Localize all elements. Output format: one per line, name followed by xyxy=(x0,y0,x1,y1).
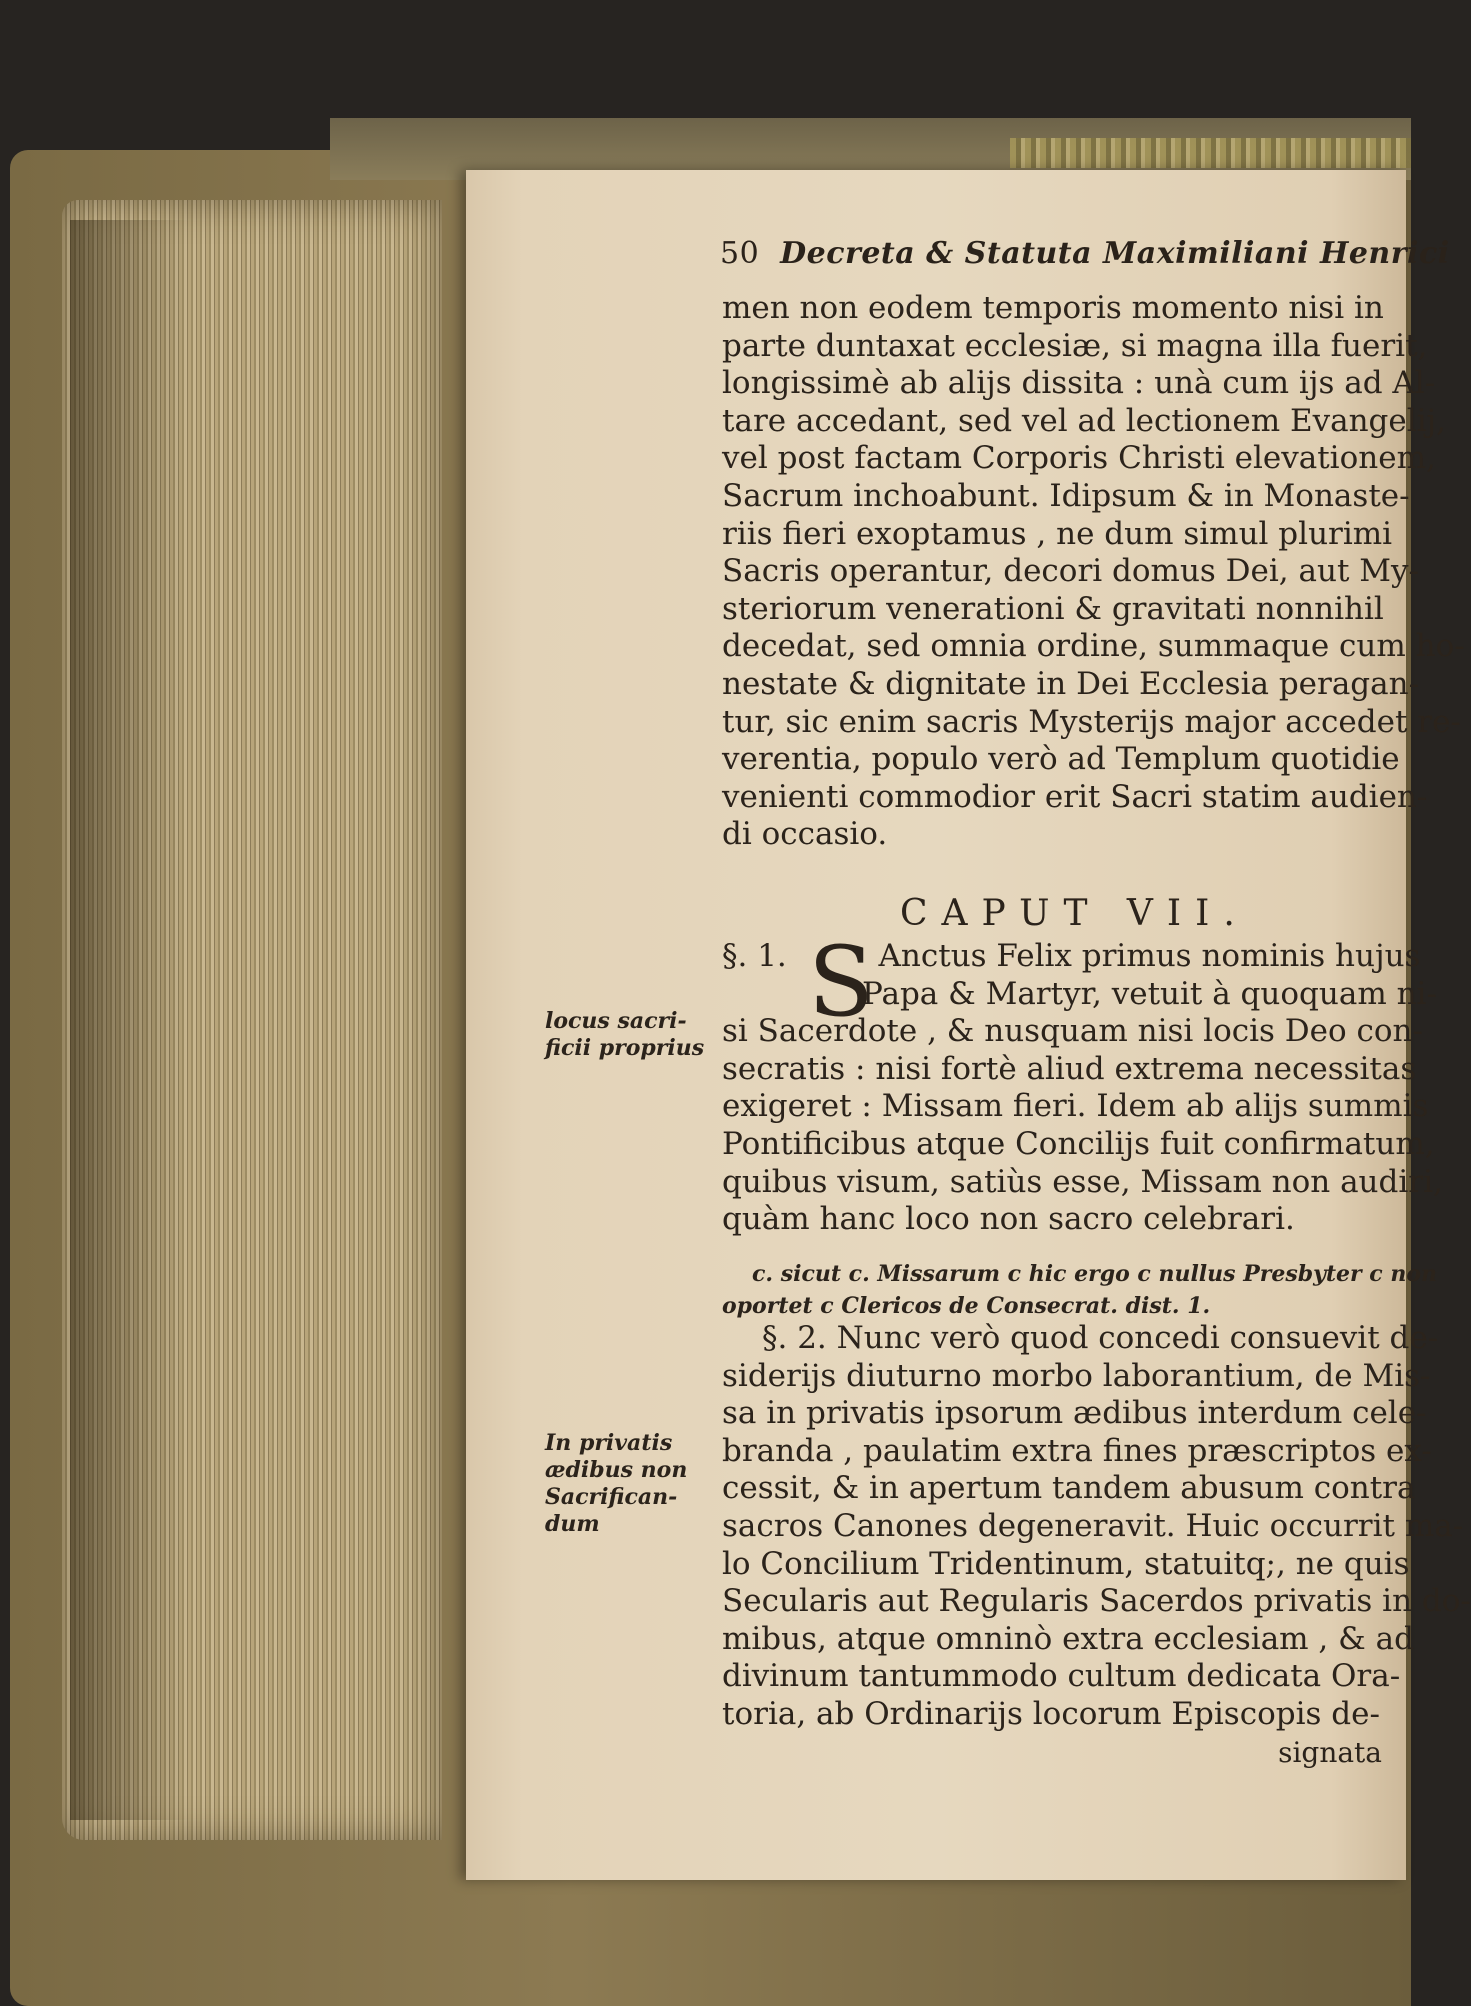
margin-note-line: In privatis xyxy=(545,1430,673,1456)
section-2 xyxy=(722,1320,1471,1771)
edge-shadow xyxy=(70,220,190,1820)
citation xyxy=(722,1258,1438,1322)
text-line: Papa & Martyr, vetuit à quoquam ni- xyxy=(862,975,1437,1012)
text-line: Sacris operantur, decori domus Dei, aut My- xyxy=(722,553,1419,590)
margin-note-line: ædibus non xyxy=(545,1457,688,1483)
text-line: Anctus Felix primus nominis hujus xyxy=(878,938,1421,974)
gilt-band xyxy=(1010,138,1411,168)
margin-note-line: ficii proprius xyxy=(545,1035,705,1061)
text-line: tare accedant, sed vel ad lectionem Evangelij, xyxy=(722,402,1447,439)
text-line: toria, ab Ordinarijs locorum Episcopis de- xyxy=(722,1695,1380,1732)
text-line: vel post factam Corporis Christi elevationem, xyxy=(722,440,1436,477)
text-line: parte duntaxat ecclesiæ, si magna illa fuerit, xyxy=(722,327,1428,364)
text-line: si Sacerdote , & nusquam nisi locis Deo con- xyxy=(722,1013,1423,1050)
citation-line: oportet c Clericos de Consecrat. dist. 1. xyxy=(722,1293,1211,1319)
section-1-first-line xyxy=(722,938,1421,976)
chapter-heading: CAPUT VII. xyxy=(900,893,1249,934)
text-line: exigeret : Missam fieri. Idem ab alijs summis xyxy=(722,1088,1429,1125)
margin-note-line: dum xyxy=(545,1511,600,1537)
citation-line: c. sicut c. Missarum c hic ergo c nullus Presbyter c non xyxy=(752,1261,1438,1287)
text-line: secratis : nisi fortè aliud extrema necessitas xyxy=(722,1050,1417,1087)
margin-note-line: Sacrifican- xyxy=(545,1484,678,1510)
text-line: nestate & dignitate in Dei Ecclesia peragan- xyxy=(722,665,1420,702)
text-line: riis fieri exoptamus , ne dum simul plurimi xyxy=(722,515,1393,552)
text-line: verentia, populo verò ad Templum quotidie xyxy=(722,741,1400,778)
running-header xyxy=(720,236,1450,271)
text-line: di occasio. xyxy=(722,816,888,853)
margin-note-privatis xyxy=(545,1430,688,1538)
running-title: Decreta & Statuta Maximiliani Henrici xyxy=(780,236,1450,271)
text-line: quibus visum, satiùs esse, Missam non audiri, xyxy=(722,1163,1443,1200)
section-marker: §. 1. xyxy=(722,938,787,974)
text-line: venienti commodior erit Sacri statim audien- xyxy=(722,778,1428,815)
text-line: Pontificibus atque Concilijs fuit confirmatum, xyxy=(722,1125,1435,1162)
text-line: decedat, sed omnia ordine, summaque cum ho- xyxy=(722,628,1465,665)
text-line: longissimè ab alijs dissita : unà cum ijs ad Al- xyxy=(722,365,1436,402)
paragraph-1 xyxy=(722,290,1465,854)
text-line: mibus, atque omninò extra ecclesiam , & ad xyxy=(722,1620,1414,1657)
margin-note-line: locus sacri- xyxy=(545,1008,687,1034)
text-line: steriorum venerationi & gravitati nonnihil xyxy=(722,590,1384,627)
text-line: cessit, & in apertum tandem abusum contra xyxy=(722,1470,1416,1507)
margin-note-locus xyxy=(545,1008,705,1062)
page-number: 50 xyxy=(720,236,760,271)
text-line: sa in privatis ipsorum ædibus interdum cele- xyxy=(722,1395,1427,1432)
drop-cap: S xyxy=(808,926,874,1038)
text-line: tur, sic enim sacris Mysterijs major accedet re- xyxy=(722,703,1461,740)
text-line: sacros Canones degeneravit. Huic occurrit ma- xyxy=(722,1507,1464,1544)
text-line: quàm hanc loco non sacro celebrari. xyxy=(722,1201,1295,1238)
text-line: Secularis aut Regularis Sacerdos privatis in do- xyxy=(722,1583,1471,1620)
catchword: signata xyxy=(1278,1735,1382,1769)
text-line: lo Concilium Tridentinum, statuitq;, ne quis xyxy=(722,1545,1410,1582)
text-line: men non eodem temporis momento nisi in xyxy=(722,290,1384,326)
text-line: §. 2. Nunc verò quod concedi consuevit de- xyxy=(762,1320,1439,1356)
text-line: siderijs diuturno morbo laborantium, de Mis- xyxy=(722,1357,1431,1394)
text-line: Sacrum inchoabunt. Idipsum & in Monaste- xyxy=(722,477,1410,514)
text-line: divinum tantummodo cultum dedicata Ora- xyxy=(722,1658,1401,1695)
section-1 xyxy=(722,926,1443,1239)
text-line: branda , paulatim extra fines præscriptos ex- xyxy=(722,1432,1432,1469)
